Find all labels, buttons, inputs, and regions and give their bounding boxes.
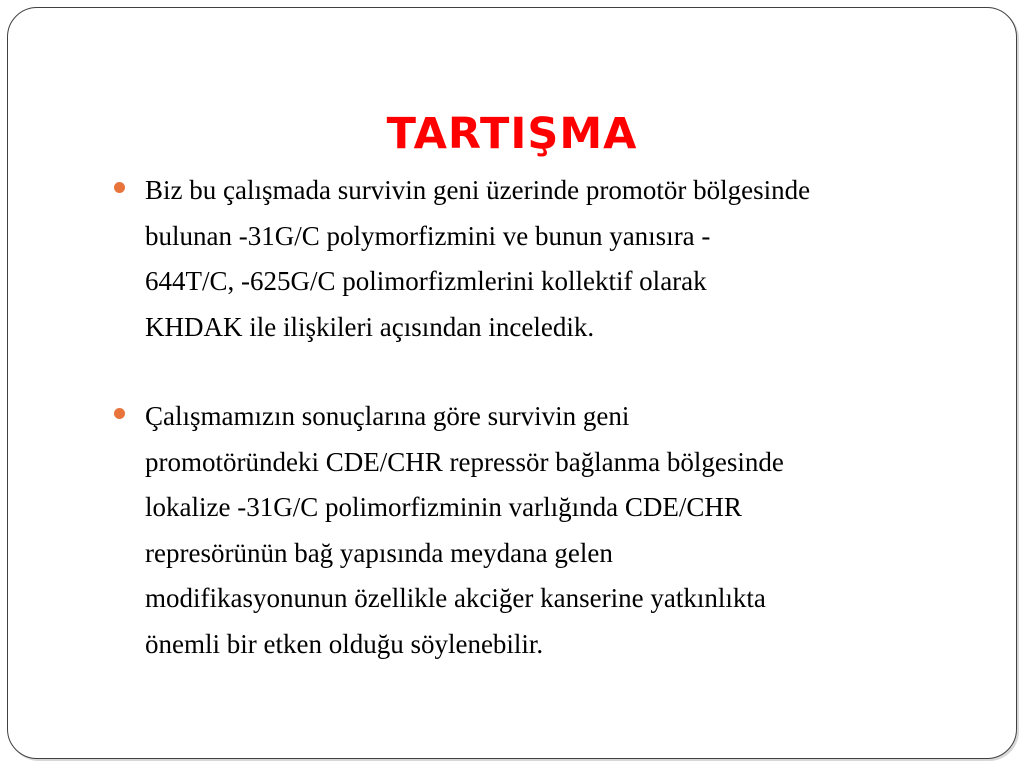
bullet-text-line: 644T/C, -625G/C polimorfizmlerini kollektif olarak bbox=[145, 266, 707, 296]
bullet-text-line: modifikasyonunun özellikle akciğer kanserine yatkınlıkta bbox=[145, 583, 766, 613]
bullet-dot-icon bbox=[114, 182, 125, 193]
bullet-text-line: Çalışmamızın sonuçlarına göre survivin geni bbox=[145, 401, 630, 431]
bullet-item bbox=[145, 168, 975, 350]
bullet-text-line: önemli bir etken olduğu söylenebilir. bbox=[145, 628, 544, 659]
bullet-text-line: represörünün bağ yapısında meydana gelen bbox=[145, 537, 613, 568]
bullet-text-line: KHDAK ile ilişkileri açısından inceledik. bbox=[145, 311, 595, 342]
bullet-dot-icon bbox=[114, 408, 125, 419]
bullet-list bbox=[145, 168, 975, 667]
bullet-text-line: bulunan -31G/C polymorfizmini ve bunun yanısıra - bbox=[145, 220, 711, 251]
bullet-item bbox=[145, 394, 975, 667]
slide-title: TARTIŞMA bbox=[386, 108, 638, 159]
bullet-text-line: Biz bu çalışmada survivin geni üzerinde promotör bölgesinde bbox=[145, 175, 811, 205]
bullet-text-line: promotöründeki CDE/CHR repressör bağlanma bölgesinde bbox=[145, 446, 784, 477]
bullet-text-line: lokalize -31G/C polimorfizminin varlığında CDE/CHR bbox=[145, 492, 742, 522]
